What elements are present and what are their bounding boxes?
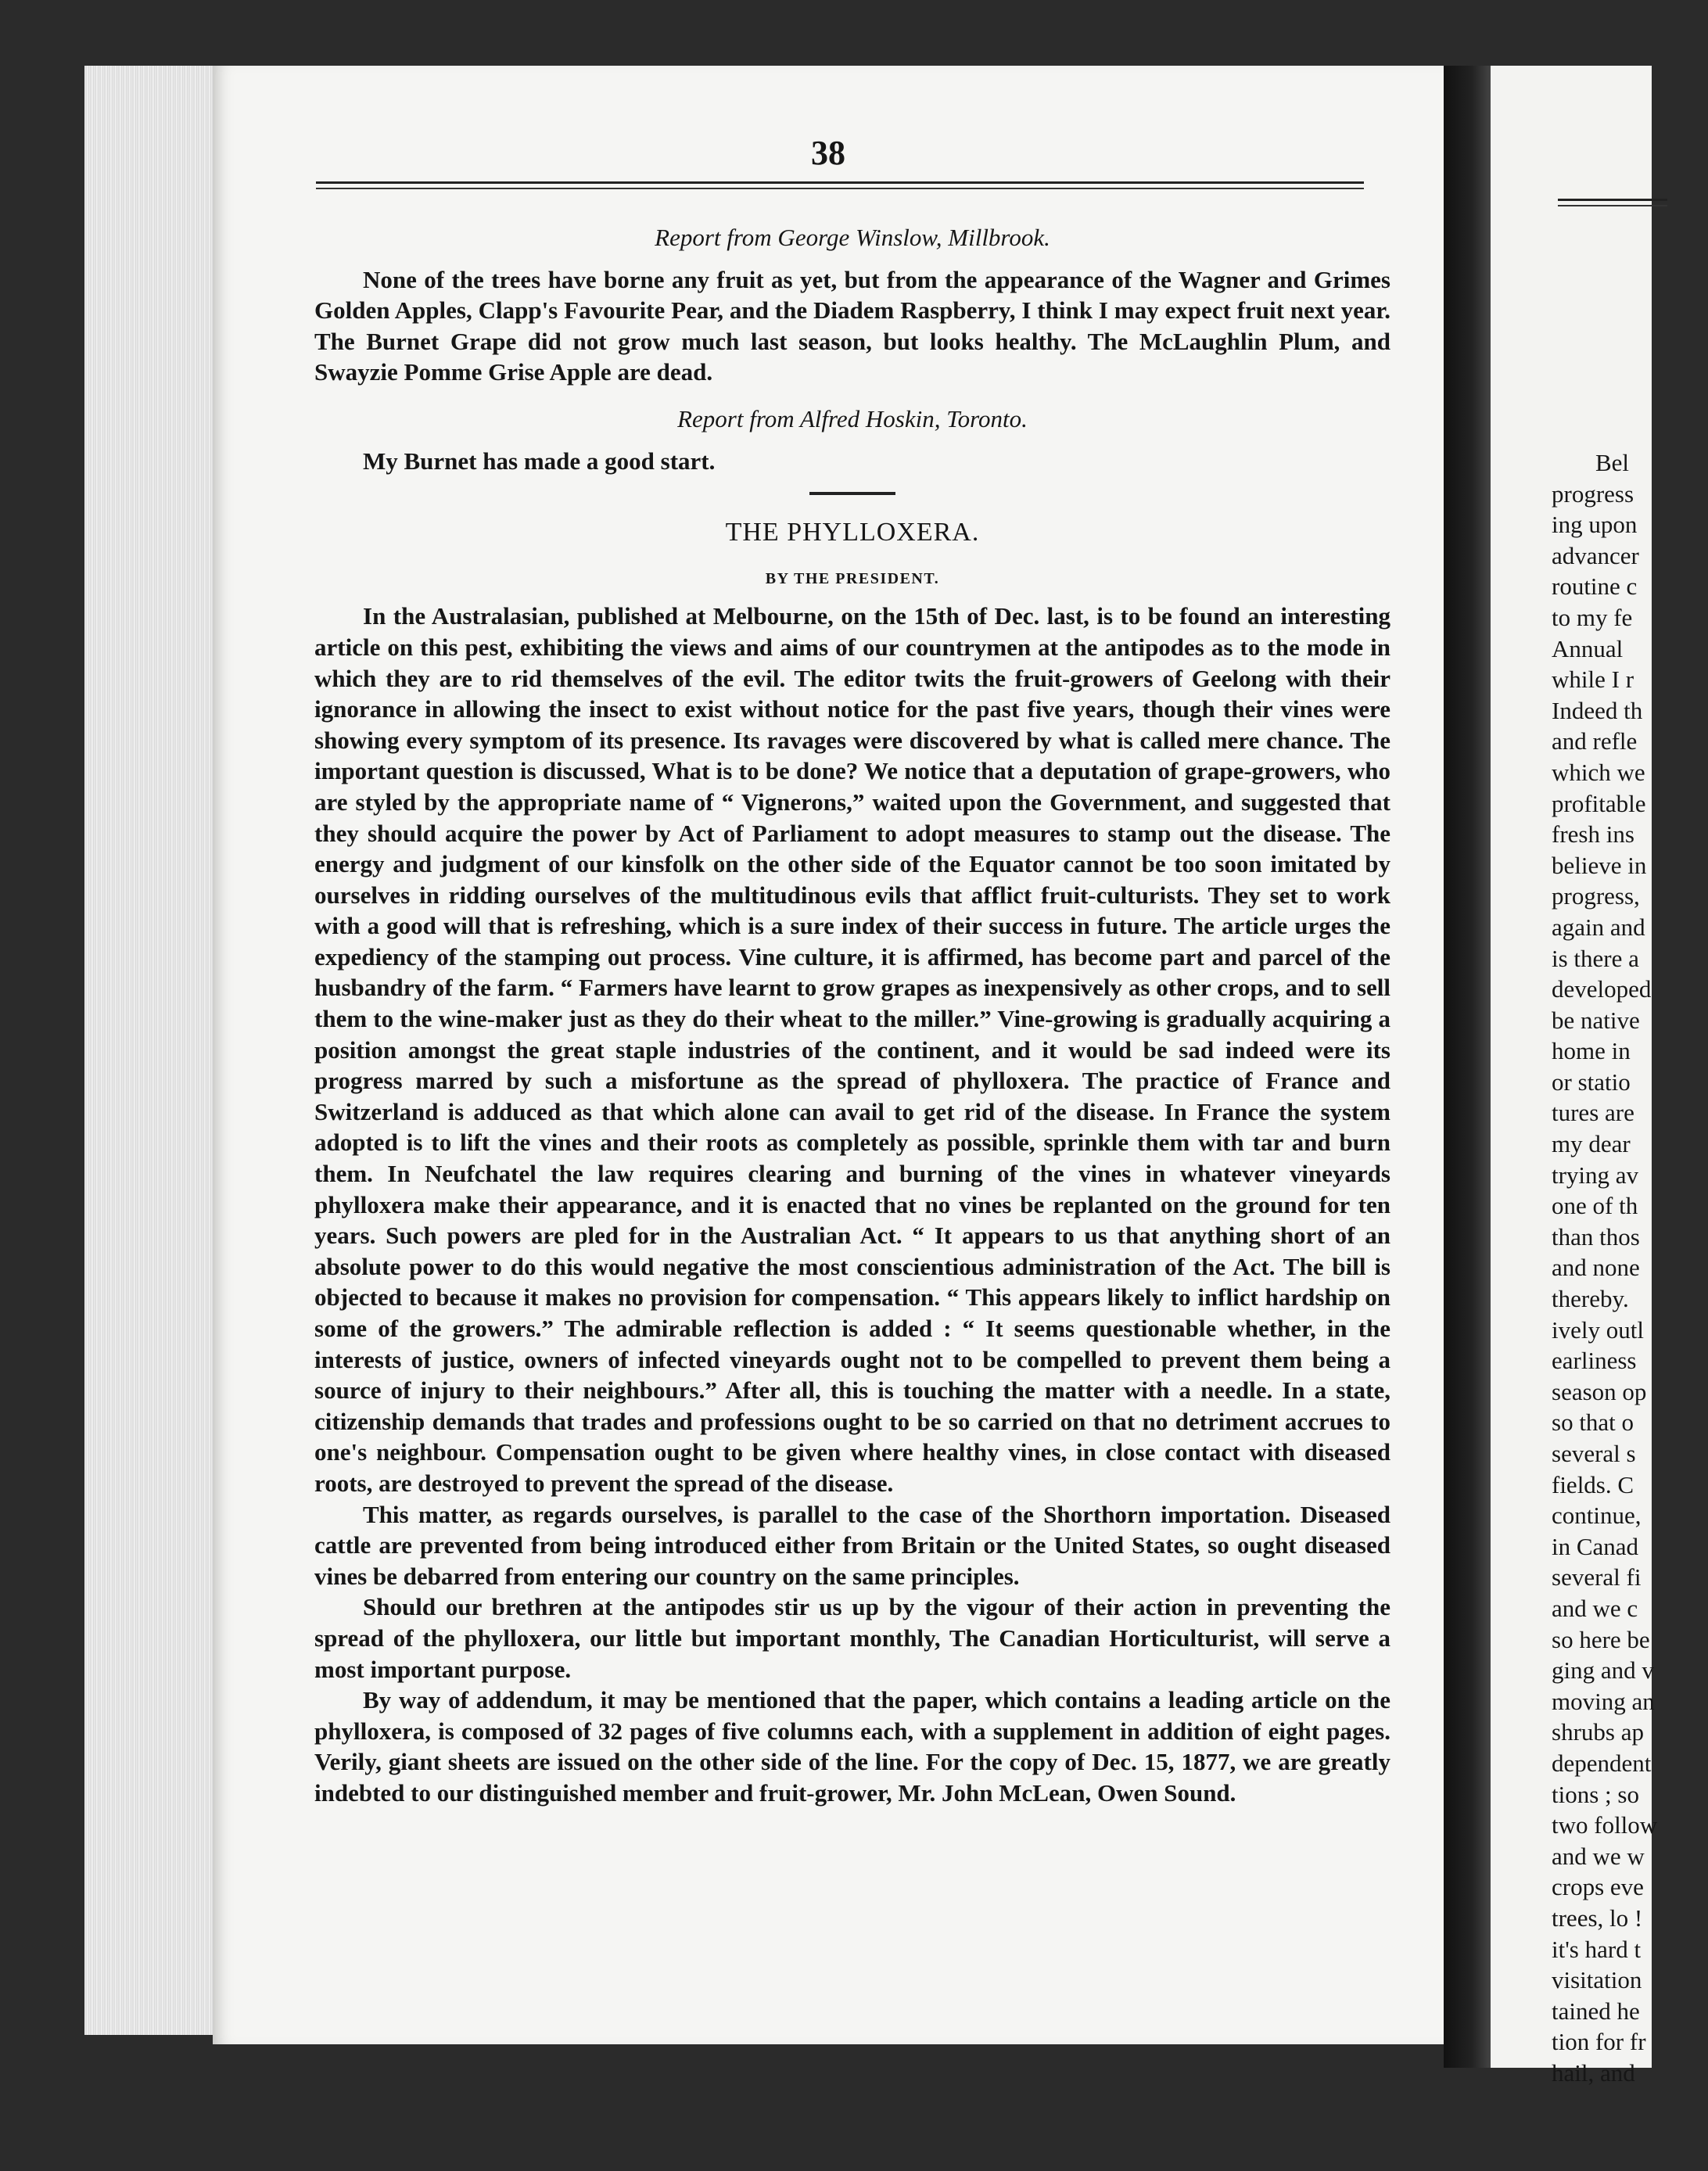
facing-page-line: or statio <box>1552 1068 1631 1096</box>
facing-page-line: hail, and <box>1552 2058 1635 2087</box>
report-body-hoskin: My Burnet has made a good start. <box>363 447 716 475</box>
facing-page-line: again and <box>1552 913 1645 941</box>
facing-page-line: progress, <box>1552 882 1640 910</box>
facing-page-line: tained he <box>1552 1997 1640 2025</box>
facing-page-line: routine c <box>1552 572 1638 601</box>
book-gutter <box>1444 66 1491 2068</box>
facing-page-line: profitable <box>1552 789 1646 817</box>
facing-page-line: and refle <box>1552 727 1638 755</box>
page-number: 38 <box>811 134 845 172</box>
report-heading-winslow: Report from George Winslow, Millbrook. <box>655 224 1050 251</box>
facing-page-line: shrubs ap <box>1552 1718 1644 1746</box>
header-double-rule <box>316 181 1364 189</box>
facing-page-line: continue, <box>1552 1502 1642 1530</box>
section-divider <box>809 492 895 495</box>
facing-page-line: and none <box>1552 1254 1640 1282</box>
facing-page-line: tions ; so <box>1552 1780 1639 1808</box>
facing-page-line: trying av <box>1552 1161 1639 1189</box>
facing-page-line: is there a <box>1552 944 1639 972</box>
facing-page-line: season op <box>1552 1377 1647 1405</box>
facing-page-line: advancer <box>1552 541 1639 569</box>
facing-page-line: several fi <box>1552 1563 1642 1591</box>
facing-page-line: moving an <box>1552 1687 1655 1715</box>
article-paragraph: In the Australasian, published at Melbourne, on the 15th of Dec. last, is to be found an interesting article on this pest, exhibiting the views and aims of our countrymen at the antipodes as to the mode in which they are to rid themselves of the evil. The editor twits the fruit-growers of Geelong with their ignorance in allowing the insect to exist without notice for the past five years, though their vines were showing every symptom of its presence. Its ravages were discovered by what is called mere chance. The important question is discussed, What is to be done? We notice that a deputation of grape-growers, who are styled by the appropriate name of “ Vignerons,” waited upon the Government, and suggested that they should acquire the power by Act of Parliament to adopt measures to stamp out the disease. The energy and judgment of our kinsfolk on the other side of the Equator cannot be too soon imitated by ourselves in ridding ourselves of the multitudinous evils that afflict fruit-culturists. They set to work with a good will that is refreshing, which is a sure index of their success in future. The article urges the expediency of the stamping out process. Vine culture, it is affirmed, has become part and parcel of the husbandry of the farm. “ Farmers have learnt to grow grapes as inexpensively as other crops, and to sell them to the wine-maker just as they do their wheat to the miller.” Vine-growing is gradually acquiring a position amongst the great staple industries of the continent, and it would be sad indeed were its progress marred by such a misfortune as the spread of phylloxera. The practice of France and Switzerland is adduced as that which alone can avail to get rid of the disease. In France the system adopted is to lift the vines and their roots as completely as possible, sprinkle them with tar and burn them. In Neufchatel the law requires clearing and burning of the vines in whatever vineyards phylloxera make their appearance, and it is enacted that no vines be replanted on the ground for ten years. Such powers are pled for in the Australian Act. “ It appears to us that anything short of an absolute power to do this would negative the most conscientious administration of the Act. The bill is objected to because it makes no provision for compensation. “ This appears likely to inflict hardship on some of the growers.” The admirable reflection is added : “ It seems questionable whether, in the interests of justice, owners of infected vineyards ought not to be compelled to prevent them being a source of injury to their neighbours.” After all, this is touching the matter with a needle. In a state, citizenship demands that trades and professions ought to be so carried on that no detriment accrues to one's neighbour. Compensation ought to be given where healthy vines, in close contact with diseased roots, are destroyed to prevent the spread of the disease. <box>314 602 1390 1497</box>
facing-page-line: Indeed th <box>1552 696 1643 724</box>
facing-page-line: it's hard t <box>1552 1935 1642 1963</box>
facing-page-line: fields. C <box>1552 1470 1634 1498</box>
facing-page-line: while I r <box>1552 666 1634 694</box>
facing-page-header-rule <box>1558 199 1667 206</box>
facing-page-line: home in <box>1552 1037 1631 1065</box>
facing-page-line: tures are <box>1552 1099 1634 1127</box>
facing-page-line: Bel <box>1595 449 1630 476</box>
article-title: THE PHYLLOXERA. <box>725 518 980 547</box>
facing-page-line: two follow <box>1552 1811 1658 1839</box>
facing-page-line: be native <box>1552 1006 1640 1034</box>
article-paragraph: By way of addendum, it may be mentioned that the paper, which contains a leading article on the phylloxera, is composed of 32 pages of five columns each, with a supplement in addition of eight pages. Verily, giant sheets are issued on the other side of the line. For the copy of Dec. 15, 1877, we are greatly indebted to our distinguished member and fruit-grower, Mr. John McLean, Owen Sound. <box>314 1686 1390 1807</box>
facing-page-line: my dear <box>1552 1130 1631 1158</box>
facing-page-line: than thos <box>1552 1222 1640 1251</box>
facing-page-line: progress <box>1552 479 1634 508</box>
facing-page-line: trees, lo ! <box>1552 1904 1643 1932</box>
facing-page-line: one of th <box>1552 1192 1638 1220</box>
page-body <box>314 222 1390 1809</box>
report-heading-hoskin: Report from Alfred Hoskin, Toronto. <box>677 404 1028 432</box>
report-body-winslow: None of the trees have borne any fruit as yet, but from the appearance of the Wagner and Grimes Golden Apples, Clapp's Favourite Pear, and the Diadem Raspberry, I think I may expect fruit next year. The Burnet Grape did not grow much last season, but looks healthy. The McLaughlin Plum, and Swayzie Pomme Grise Apple are dead. <box>314 265 1390 386</box>
facing-page-line: and we w <box>1552 1842 1645 1870</box>
facing-page-line: Annual <box>1552 634 1624 662</box>
facing-page-line: thereby. <box>1552 1285 1629 1313</box>
facing-page-line: developed <box>1552 975 1652 1003</box>
facing-page-text <box>1552 447 1708 2088</box>
facing-page <box>1491 66 1658 2087</box>
book-page-edges <box>84 66 216 2035</box>
facing-page-line: fresh ins <box>1552 820 1634 849</box>
facing-page-line: dependent <box>1552 1749 1652 1777</box>
facing-page-line: crops eve <box>1552 1873 1644 1901</box>
facing-page-line: tion for fr <box>1552 2028 1646 2056</box>
book-page <box>213 66 1444 2044</box>
facing-page-line: ively outl <box>1552 1315 1644 1344</box>
facing-page-line: earliness <box>1552 1347 1637 1375</box>
facing-page-line: several s <box>1552 1440 1636 1467</box>
article-paragraph: This matter, as regards ourselves, is parallel to the case of the Shorthorn importation. Diseased cattle are prevented from being introduced either from Britain or the United States, so ought diseased vines be debarred from entering our country on the same principles. <box>314 1500 1390 1590</box>
facing-page-line: visitation <box>1552 1966 1642 1994</box>
facing-page-line: and we c <box>1552 1594 1638 1622</box>
facing-page-line: so here be <box>1552 1625 1650 1653</box>
article-byline: BY THE PRESIDENT. <box>765 569 940 587</box>
article-paragraph: Should our brethren at the antipodes stir us up by the vigour of their action in preventing the spread of the phylloxera, our little but important monthly, The Canadian Horticulturist, will serve a most important purpose. <box>314 1593 1390 1683</box>
facing-page-line: ing upon <box>1552 511 1638 539</box>
facing-page-line: in Canad <box>1552 1532 1639 1560</box>
facing-page-line: to my fe <box>1552 603 1633 631</box>
facing-page-line: ging and v <box>1552 1656 1654 1685</box>
facing-page-line: which we <box>1552 758 1645 786</box>
facing-page-line: so that o <box>1552 1408 1634 1437</box>
facing-page-line: believe in <box>1552 851 1647 879</box>
